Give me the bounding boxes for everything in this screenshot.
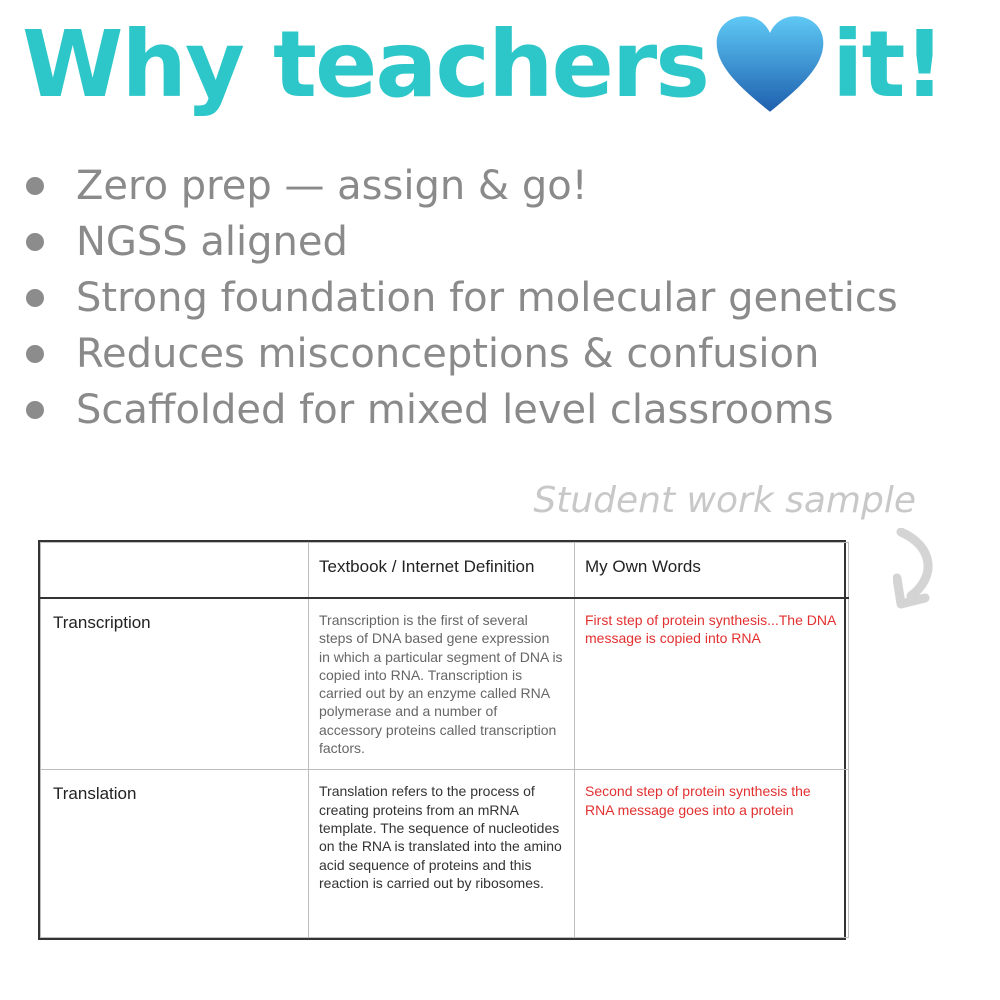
table-header-own-words: My Own Words [575,543,849,599]
headline-part1: Why teachers [22,10,708,118]
student-work-table [38,540,846,940]
bullet-text: NGSS aligned [76,219,348,265]
bullet-text: Zero prep — assign & go! [76,163,588,209]
table-header-row [41,543,849,599]
headline [22,8,987,120]
bullet-dot-icon [26,233,44,251]
curved-arrow-down-icon [893,528,945,610]
headline-part2: it! [832,10,944,118]
definition-cell: Translation refers to the process of creating proteins from an mRNA template. The sequence of nucleotides on the RNA is translated into the amino acid sequence of proteins and this reaction is carried out by ribosomes. [309,770,575,938]
term-cell: Transcription [41,598,309,770]
term-cell: Translation [41,770,309,938]
table-row [41,770,849,938]
bullet-text: Reduces misconceptions & confusion [76,331,820,377]
list-item [20,158,898,214]
list-item [20,326,898,382]
sample-label: Student work sample [533,480,916,521]
list-item [20,270,898,326]
list-item [20,214,898,270]
definitions-table [40,542,849,938]
heart-icon [714,14,826,114]
bullet-dot-icon [26,289,44,307]
bullet-dot-icon [26,345,44,363]
bullet-text: Scaffolded for mixed level classrooms [76,387,834,433]
own-words-cell: Second step of protein synthesis the RNA message goes into a protein [575,770,849,938]
definition-cell: Transcription is the first of several steps of DNA based gene expression in which a particular segment of DNA is copied into RNA. Transcription is carried out by an enzyme called RNA polymerase and a number of accessory proteins called transcription factors. [309,598,575,770]
bullet-dot-icon [26,177,44,195]
benefits-list [20,158,898,438]
bullet-dot-icon [26,401,44,419]
list-item [20,382,898,438]
bullet-text: Strong foundation for molecular genetics [76,275,898,321]
table-header-definition: Textbook / Internet Definition [309,543,575,599]
table-header-term [41,543,309,599]
table-row [41,598,849,770]
own-words-cell: First step of protein synthesis...The DNA message is copied into RNA [575,598,849,770]
